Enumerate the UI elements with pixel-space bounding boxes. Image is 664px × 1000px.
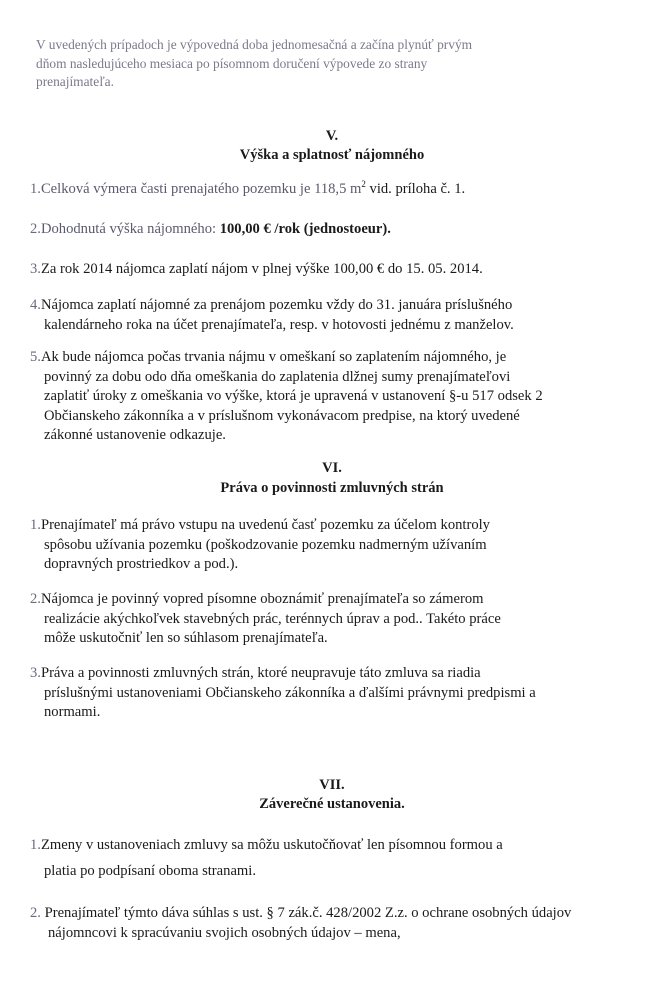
section-vii-title: Záverečné ustanovenia. bbox=[259, 796, 405, 812]
item-line: povinný za dobu odo dňa omeškania do zaplatenia dlžnej sumy prenajímateľovi bbox=[44, 368, 511, 385]
section-vi-item-3 bbox=[30, 664, 636, 723]
item-superscript: 2 bbox=[361, 179, 366, 190]
item-line: Nájomca je povinný vopred písomne oboznámiť prenajímateľa so zámerom bbox=[40, 591, 484, 607]
item-line: príslušnými ustanoveniami Občianskeho zákonníka a ďalšími právnymi predpismi a bbox=[44, 684, 536, 701]
item-text: Za rok 2014 nájomca zaplatí nájom v plnej výške 100,00 € do 15. 05. 2014. bbox=[40, 261, 483, 277]
section-v-item-4 bbox=[30, 296, 636, 335]
intro-line: dňom nasledujúceho mesiaca po písomnom doručení výpovede zo strany bbox=[36, 55, 428, 71]
item-line: normami. bbox=[44, 704, 101, 720]
section-vi-item-1 bbox=[30, 516, 636, 575]
item-number: 3. bbox=[30, 665, 41, 681]
section-v-item-5 bbox=[30, 348, 636, 446]
item-number: 1. bbox=[30, 517, 41, 533]
item-text: Dohodnutá výška nájomného: bbox=[40, 221, 220, 237]
item-line: dopravných prostriedkov a pod.). bbox=[44, 556, 239, 572]
intro-line: V uvedených prípadoch je výpovedná doba jednomesačná a začína plynúť prvým bbox=[36, 37, 473, 52]
section-vi-title: Práva o povinnosti zmluvných strán bbox=[220, 480, 444, 496]
item-bold-text: 100,00 € /rok (jednostoeur). bbox=[219, 221, 391, 237]
section-vii-item-1 bbox=[30, 836, 636, 881]
item-line: Ak bude nájomca počas trvania nájmu v omeškaní so zaplatením nájomného, je bbox=[40, 349, 507, 365]
section-v-title: Výška a splatnosť nájomného bbox=[239, 147, 425, 163]
item-line: zaplatiť úroky z omeškania vo výške, ktorá je upravená v ustanovení §-u 517 odsek 2 bbox=[44, 388, 543, 404]
item-line: realizácie akýchkoľvek stavebných prác, terénnych úprav a pod.. Takéto práce bbox=[44, 610, 501, 627]
item-number: 2. bbox=[30, 221, 41, 237]
item-number: 3. bbox=[30, 261, 41, 277]
item-line: Zmeny v ustanoveniach zmluvy sa môžu uskutočňovať len písomnou formou a bbox=[40, 837, 503, 853]
section-v-item-2 bbox=[30, 220, 636, 240]
item-line: nájomncovi k spracúvaniu svojich osobných údajov – mena, bbox=[48, 924, 401, 941]
item-line: môže uskutočniť len so súhlasom prenajímateľa. bbox=[44, 630, 328, 646]
item-number: 1. bbox=[30, 181, 41, 197]
item-line: Práva a povinnosti zmluvných strán, ktoré neupravuje táto zmluva sa riadia bbox=[40, 665, 481, 681]
item-number: 2. bbox=[30, 905, 45, 921]
item-text: Celková výmera časti prenajatého pozemku je 118,5 m bbox=[40, 181, 362, 197]
section-vii-numeral: VII. bbox=[319, 777, 345, 793]
item-line: kalendárneho roka na účet prenajímateľa, resp. v hotovosti jednému z manželov. bbox=[44, 316, 514, 333]
item-line: Občianskeho zákonníka a v príslušnom vykonávacom predpise, na ktorý uvedené bbox=[44, 407, 520, 424]
item-line: platia po podpísaní oboma stranami. bbox=[44, 862, 256, 879]
item-text-after: vid. príloha č. 1. bbox=[365, 181, 466, 197]
intro-paragraph bbox=[36, 36, 626, 92]
section-v-item-3 bbox=[30, 260, 636, 280]
item-line: Nájomca zaplatí nájomné za prenájom pozemku vždy do 31. januára príslušného bbox=[40, 297, 513, 313]
item-number: 4. bbox=[30, 297, 41, 313]
item-line: Prenajímateľ týmto dáva súhlas s ust. § 7 zák.č. 428/2002 Z.z. o ochrane osobných údajov bbox=[44, 905, 572, 921]
section-vi-numeral: VI. bbox=[322, 460, 342, 476]
item-number: 5. bbox=[30, 349, 41, 365]
item-line: Prenajímateľ má právo vstupu na uvedenú časť pozemku za účelom kontroly bbox=[40, 517, 490, 533]
intro-line: prenajímateľa. bbox=[36, 74, 114, 89]
item-number: 1. bbox=[30, 837, 41, 853]
item-line: zákonné ustanovenie odkazuje. bbox=[44, 427, 226, 443]
section-v-numeral: V. bbox=[325, 128, 339, 144]
item-number: 2. bbox=[30, 591, 41, 607]
section-vii-item-2 bbox=[30, 904, 636, 943]
section-vi-item-2 bbox=[30, 590, 636, 649]
section-v-item-1 bbox=[30, 180, 636, 200]
item-line: spôsobu užívania pozemku (poškodzovanie pozemku nadmerným užívaním bbox=[44, 536, 487, 553]
